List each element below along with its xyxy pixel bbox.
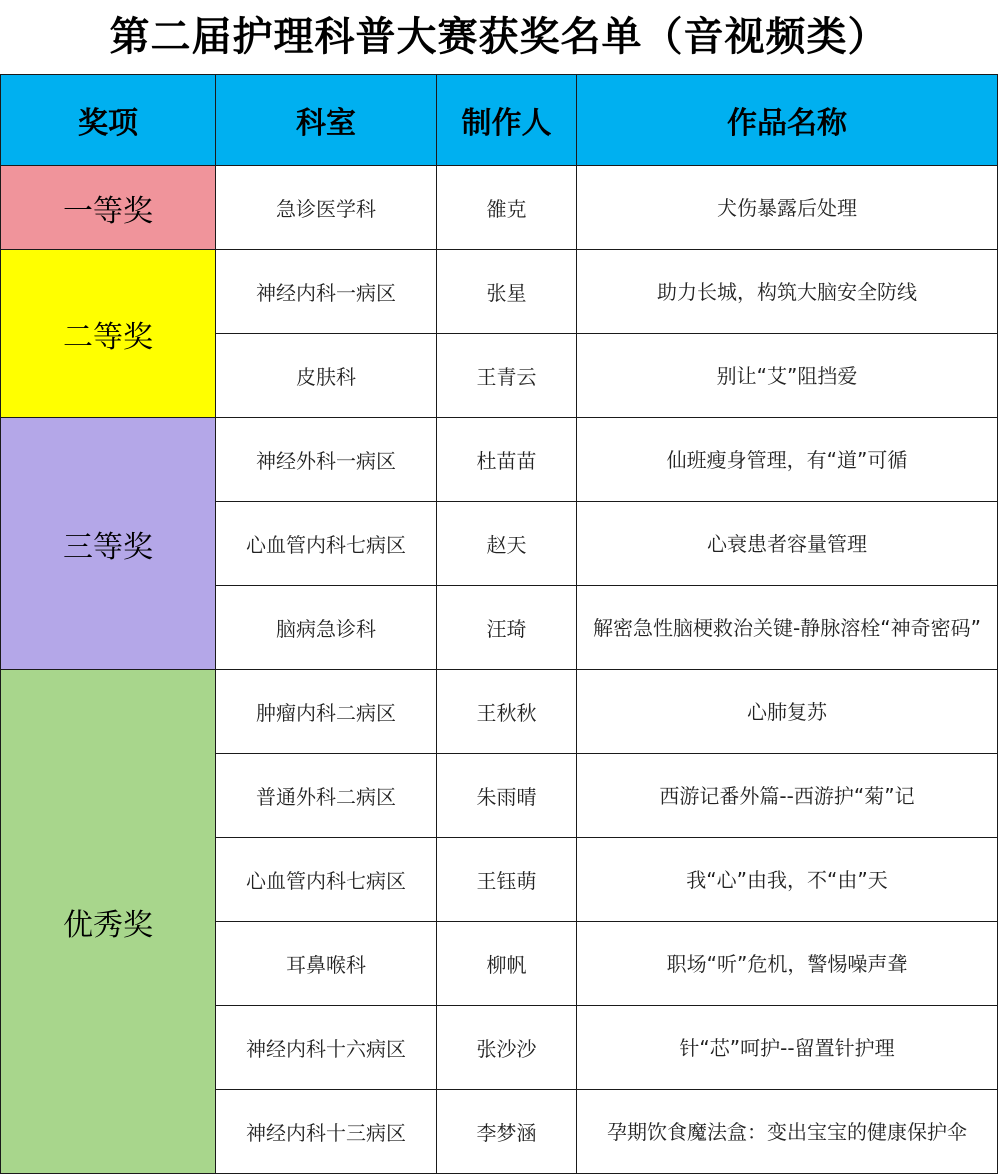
author-cell: 王秋秋 [437, 670, 577, 754]
table-row [1, 418, 998, 502]
header-author: 制作人 [437, 75, 577, 166]
author-cell: 张星 [437, 250, 577, 334]
department-cell: 神经内科一病区 [216, 250, 437, 334]
author-cell: 柳帆 [437, 922, 577, 1006]
author-cell: 朱雨晴 [437, 754, 577, 838]
author-cell: 汪琦 [437, 586, 577, 670]
author-cell: 杜苗苗 [437, 418, 577, 502]
award-table [0, 74, 998, 1174]
page-title: 第二届护理科普大赛获奖名单（音视频类） [109, 13, 889, 60]
author-cell: 王青云 [437, 334, 577, 418]
department-cell: 心血管内科七病区 [216, 838, 437, 922]
author-cell: 雒克 [437, 166, 577, 250]
work-cell: 犬伤暴露后处理 [577, 166, 998, 250]
work-cell: 心衰患者容量管理 [577, 502, 998, 586]
table-row [1, 670, 998, 754]
prize-cell-second: 二等奖 [1, 250, 216, 418]
prize-cell-first: 一等奖 [1, 166, 216, 250]
work-cell: 解密急性脑梗救治关键-静脉溶栓“神奇密码” [577, 586, 998, 670]
author-cell: 张沙沙 [437, 1006, 577, 1090]
author-cell: 李梦涵 [437, 1090, 577, 1174]
department-cell: 耳鼻喉科 [216, 922, 437, 1006]
work-cell: 助力长城，构筑大脑安全防线 [577, 250, 998, 334]
work-cell: 心肺复苏 [577, 670, 998, 754]
work-cell: 我“心”由我，不“由”天 [577, 838, 998, 922]
department-cell: 急诊医学科 [216, 166, 437, 250]
work-cell: 职场“听”危机，警惕噪声聋 [577, 922, 998, 1006]
header-work: 作品名称 [577, 75, 998, 166]
table-row [1, 166, 998, 250]
header-prize: 奖项 [1, 75, 216, 166]
department-cell: 脑病急诊科 [216, 586, 437, 670]
work-cell: 西游记番外篇--西游护“菊”记 [577, 754, 998, 838]
work-cell: 针“芯”呵护--留置针护理 [577, 1006, 998, 1090]
department-cell: 普通外科二病区 [216, 754, 437, 838]
department-cell: 肿瘤内科二病区 [216, 670, 437, 754]
prize-cell-excellence: 优秀奖 [1, 670, 216, 1174]
work-cell: 仙班瘦身管理，有“道”可循 [577, 418, 998, 502]
department-cell: 神经内科十六病区 [216, 1006, 437, 1090]
department-cell: 心血管内科七病区 [216, 502, 437, 586]
header-department: 科室 [216, 75, 437, 166]
department-cell: 神经内科十三病区 [216, 1090, 437, 1174]
author-cell: 王钰萌 [437, 838, 577, 922]
author-cell: 赵天 [437, 502, 577, 586]
table-row [1, 250, 998, 334]
department-cell: 神经外科一病区 [216, 418, 437, 502]
work-cell: 别让“艾”阻挡爱 [577, 334, 998, 418]
prize-cell-third: 三等奖 [1, 418, 216, 670]
work-cell: 孕期饮食魔法盒：变出宝宝的健康保护伞 [577, 1090, 998, 1174]
header-row [1, 75, 998, 166]
department-cell: 皮肤科 [216, 334, 437, 418]
